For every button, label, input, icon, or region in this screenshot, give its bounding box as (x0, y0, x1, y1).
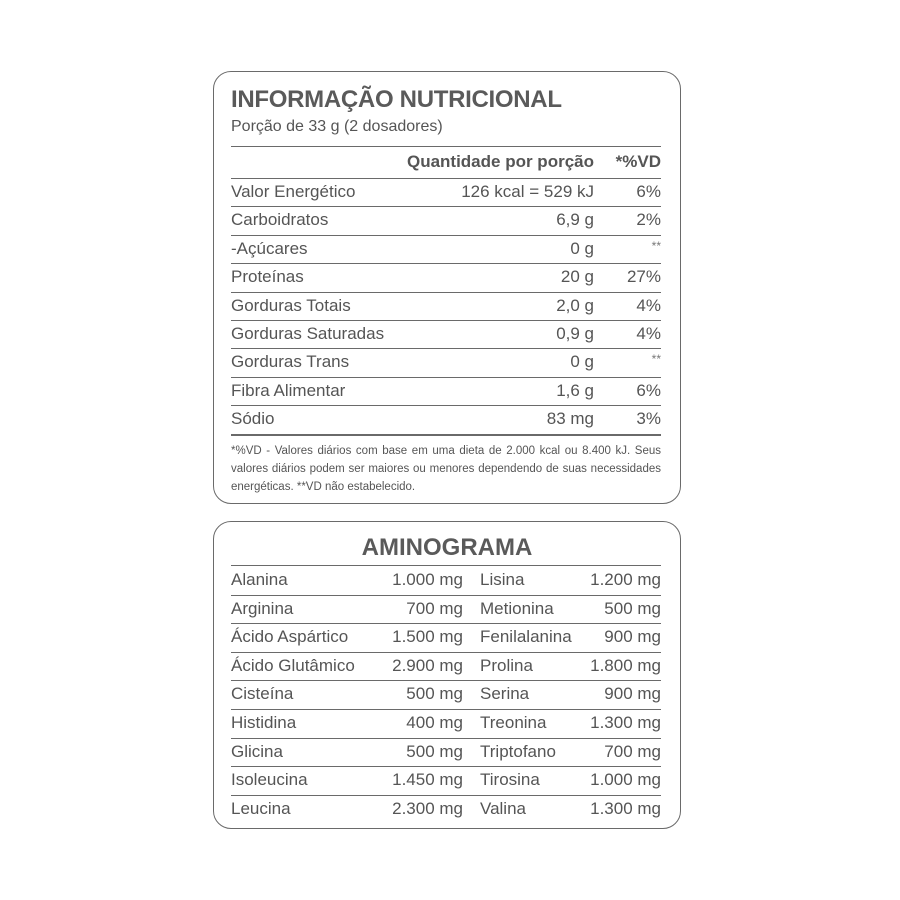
nutrient-quantity: 0,9 g (556, 324, 594, 343)
nutrient-daily-value: ** (651, 352, 661, 367)
amino-acid-amount: 400 mg (406, 713, 463, 732)
amino-acid-amount: 2.900 mg (392, 655, 463, 675)
nutrient-name: -Açúcares (231, 238, 308, 258)
aminogram-row (231, 766, 661, 796)
amino-acid-amount: 2.300 mg (392, 798, 463, 818)
amino-acid-amount: 900 mg (604, 627, 661, 647)
amino-acid-amount: 1.300 mg (590, 798, 661, 818)
nutrient-name: Fibra Alimentar (231, 380, 346, 400)
amino-acid-name: Ácido Glutâmico (231, 655, 355, 675)
amino-acid-name: Ácido Aspártico (231, 627, 349, 647)
nutrient-quantity: 126 kcal = 529 kJ (461, 182, 594, 201)
amino-acid-amount: 900 mg (604, 684, 661, 704)
nutrition-footnote: *%VD - Valores diários com base em uma dieta de 2.000 kcal ou 8.400 kJ. Seus valores diários podem ser maiores ou menores dependendo de suas necessidades energéticas. **VD não estabelecido. (231, 445, 661, 493)
nutrient-daily-value: 2% (636, 210, 661, 230)
nutrient-quantity: 0 g (570, 352, 594, 372)
amino-acid-name: Tirosina (480, 770, 540, 790)
amino-acid-name: Treonina (480, 713, 547, 732)
aminogram-row (231, 652, 661, 682)
nutrition-facts-panel (213, 71, 681, 504)
amino-acid-amount: 1.800 mg (590, 655, 661, 675)
nutrition-row (231, 320, 661, 349)
amino-acid-amount: 700 mg (406, 598, 463, 618)
nutrient-name: Valor Energético (231, 182, 356, 201)
nutrient-name: Gorduras Totais (231, 295, 351, 315)
aminogram-row (231, 709, 661, 739)
amino-acid-amount: 500 mg (604, 598, 661, 618)
aminogram-panel (213, 521, 681, 829)
aminogram-row (231, 795, 661, 824)
amino-acid-name: Prolina (480, 655, 533, 675)
header-quantity: Quantidade por porção (406, 152, 594, 171)
nutrient-daily-value: 4% (636, 295, 661, 315)
amino-acid-name: Arginina (231, 598, 294, 618)
nutrition-row (231, 377, 661, 406)
nutrition-row (231, 292, 661, 321)
amino-acid-amount: 1.500 mg (392, 627, 463, 647)
nutrition-header-row (231, 148, 661, 179)
aminogram-row (231, 738, 661, 768)
amino-acid-amount: 700 mg (604, 741, 661, 761)
amino-acid-name: Glicina (231, 741, 283, 761)
nutrient-quantity: 20 g (560, 267, 594, 287)
amino-acid-name: Isoleucina (231, 770, 308, 790)
amino-acid-name: Alanina (231, 570, 288, 589)
nutrient-name: Carboidratos (231, 210, 329, 230)
aminogram-title: AMINOGRAMA (361, 534, 533, 561)
nutrition-row (231, 235, 661, 264)
header-vd: *%VD (615, 152, 661, 171)
nutrient-daily-value: 6% (636, 182, 661, 201)
nutrient-daily-value: 3% (636, 409, 661, 429)
nutrient-daily-value: 6% (636, 380, 661, 400)
aminogram-row (231, 566, 661, 596)
aminogram-row (231, 680, 661, 710)
amino-acid-amount: 500 mg (406, 741, 463, 761)
nutrient-daily-value: 4% (636, 324, 661, 343)
amino-acid-amount: 1.450 mg (392, 770, 463, 790)
amino-acid-name: Serina (480, 684, 530, 704)
amino-acid-name: Fenilalanina (480, 627, 572, 647)
nutrient-name: Gorduras Saturadas (231, 324, 385, 343)
nutrient-name: Proteínas (231, 267, 304, 287)
nutrition-row (231, 263, 661, 292)
nutrition-row (231, 348, 661, 377)
nutrition-row (231, 178, 661, 207)
amino-acid-name: Leucina (231, 798, 291, 818)
amino-acid-amount: 1.200 mg (590, 570, 661, 589)
aminogram-row (231, 595, 661, 625)
nutrient-quantity: 6,9 g (556, 210, 594, 230)
nutrient-quantity: 83 mg (546, 409, 594, 429)
serving-size: Porção de 33 g (2 dosadores) (231, 118, 443, 135)
amino-acid-amount: 1.300 mg (590, 713, 661, 732)
aminogram-row (231, 623, 661, 653)
amino-acid-name: Triptofano (480, 741, 556, 761)
nutrition-row (231, 206, 661, 235)
amino-acid-amount: 1.000 mg (590, 770, 661, 790)
amino-acid-name: Histidina (231, 713, 297, 732)
nutrient-quantity: 1,6 g (556, 380, 594, 400)
amino-acid-name: Lisina (480, 570, 525, 589)
nutrient-name: Gorduras Trans (231, 352, 350, 372)
amino-acid-amount: 500 mg (406, 684, 463, 704)
amino-acid-name: Metionina (480, 598, 554, 618)
nutrition-row (231, 405, 661, 435)
amino-acid-name: Valina (480, 798, 526, 818)
nutrient-quantity: 0 g (570, 238, 594, 258)
nutrition-title: INFORMAÇÃO NUTRICIONAL (231, 86, 562, 113)
nutrient-daily-value: ** (651, 238, 661, 253)
nutrient-daily-value: 27% (626, 267, 661, 287)
amino-acid-amount: 1.000 mg (392, 570, 463, 589)
nutrient-quantity: 2,0 g (556, 295, 594, 315)
amino-acid-name: Cisteína (231, 684, 294, 704)
nutrient-name: Sódio (231, 409, 275, 429)
divider (231, 146, 661, 147)
